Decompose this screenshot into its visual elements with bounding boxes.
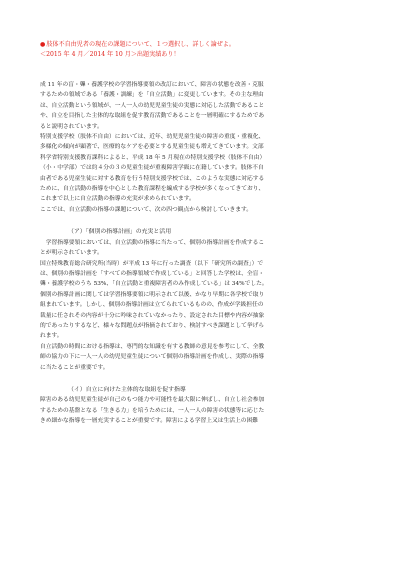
paragraph-line: きめ細かな指導を一層充実することが重要です。障害による学習上又は生活上の困難	[40, 418, 259, 425]
paragraph-line: ると説明されています。	[40, 123, 103, 130]
section-heading-b: （イ）自立に向けた主体的な取組を促す指導	[68, 386, 186, 393]
paragraph-line: するための領域である「養護・訓練」を「自立活動」に変更しています。その主な理由	[40, 92, 264, 99]
section-b	[40, 395, 372, 426]
paragraph-line: 組まれています。しかし、個別の指導計画は立てられているものの、作成が学級担任の	[40, 302, 264, 309]
paragraph-line: するための基盤となる「生きる力」を培うためには、一人一人の障害の状態等に応じた	[40, 407, 265, 414]
paragraph-line: とが明示されています。	[40, 250, 103, 257]
paragraph-line: 的であったりするなど、様々な問題点が指摘されており、検討すべき課題として挙げら	[40, 322, 265, 329]
paragraph-line: 自立活動の時間における指導は、専門的な知識を有する教師の意見を参考にして、全教	[40, 343, 265, 350]
paragraph-line: は、個別の指導計画を「すべての指導領域で作成している」と回答した学校は、全盲・	[40, 270, 265, 277]
paragraph-line: （小・中学部）では約４分の３の児童生徒が重複障害学級に在籍しています。肢体不自	[40, 165, 264, 172]
paragraph-line: は、自立活動という領域が、一人一人の幼児児童生徒の実態に対応した活動であること	[40, 102, 265, 109]
paragraph-line: 国立特殊教育総合研究所(当時）が平成 13 年に行った調査（以下「研究所の調査」）で	[40, 260, 264, 267]
paragraph-line: れます。	[40, 333, 63, 340]
paragraph-line: 個別の指導計画に関しては学習指導要領に明示されて以後、かなり早期に各学校で取り	[40, 291, 265, 298]
paragraph-line: ために、自立活動の指導を中心とした教育課程を編成する学校が多くなってきており、	[40, 186, 265, 193]
paragraph-line: 学習指導要領においては、自立活動の指導に当たって、個別の指導計画を作成するこ	[40, 239, 265, 246]
section-a	[40, 238, 372, 373]
paragraph-line: 師の協力の下に一人一人の幼児児童生徒について個別の指導計画を作成し、実際の指導	[40, 354, 265, 361]
paragraph-line: 多様化の傾向が顕著で、医療的なケアを必要とする児童生徒も増えてきています。文部	[40, 144, 264, 151]
paragraph-line: 成 11 年の盲・聾・養護学校の学習指導要領の改訂において、障害の状態を改善・克服	[40, 82, 264, 88]
exam-record-note: ＜2015 年 4 月／2014 年 10 月＞出題実績あり！	[40, 51, 180, 58]
paragraph-line: 特別支援学校（肢体不自由）においては、近年、幼児児童生徒の障害の重度・重複化、	[40, 134, 265, 141]
paragraph-line: や、自立を目指した主体的な取組を促す教育活動であることを一層明確にするためであ	[40, 113, 265, 120]
paragraph-line: これまで以上に自立活動の指導の充実が求められています。	[40, 196, 195, 203]
question-title	[40, 40, 372, 50]
paragraph-line: 由者である児童生徒に対する教育を行う特別支援学校では、このような実態に対応する	[40, 175, 265, 182]
bullet-icon: ●	[40, 41, 46, 48]
question-text: 肢体不自由児者の現在の課題について、１つ選択し、詳しく論ぜよ。	[46, 41, 235, 48]
paragraph-line: 裁量に任されその内容が十分に吟味されていなかったり、設定された目標や内容が抽象	[40, 312, 265, 319]
paragraph-line: ここでは、自立活動の指導の課題について、次の四つ観点から検討していきます。	[40, 206, 253, 213]
paragraph-line: 聾・養護学校のうち 53%、「自立活動と重複障害者のみ作成している」は 34%でした。	[40, 281, 268, 288]
paragraph-line: 科学省特別支援教育課科によると、平成 18 年 5 月現在の特別支援学校（肢体不自由）	[40, 154, 266, 161]
intro-section	[40, 80, 372, 215]
paragraph-line: に当たることが重要です。	[40, 364, 109, 371]
section-heading-a: （ア）「個別の指導計画」の充実と活用	[68, 229, 172, 236]
paragraph-line: 障害のある幼児児童生徒が自己のもつ能力や可能性を最大限に伸ばし、自立し社会参加	[40, 397, 265, 404]
